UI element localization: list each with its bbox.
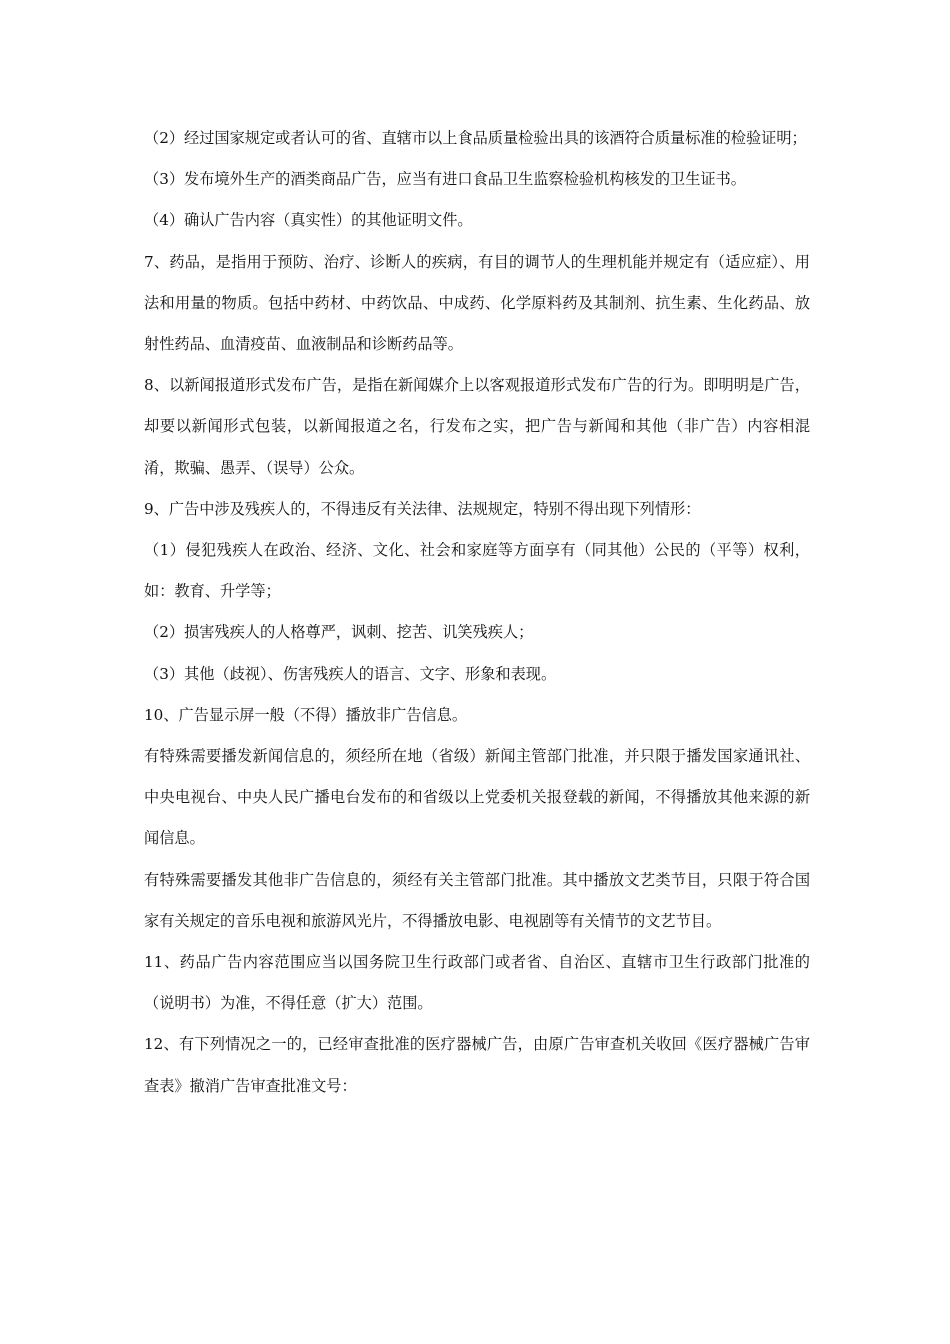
paragraph-11-drug-ad-scope: 11、药品广告内容范围应当以国务院卫生行政部门或者省、自治区、直辖市卫生行政部门批准的（说明书）为准，不得任意（扩大）范围。 — [144, 953, 810, 1013]
paragraph-9-disabled-persons: 9、广告中涉及残疾人的，不得违反有关法律、法规规定，特别不得出现下列情形： — [144, 499, 701, 518]
paragraph-10-news-information: 有特殊需要播发新闻信息的，须经所在地（省级）新闻主管部门批准，并只限于播发国家通讯社、中央电视台、中央人民广播电台发布的和省级以上党委机关报登载的新闻，不得播放其他来源的新闻信息。 — [144, 747, 810, 848]
paragraph-authenticity-documents: （4）确认广告内容（真实性）的其他证明文件。 — [144, 211, 473, 230]
paragraph-12-medical-device-ad: 12、有下列情况之一的，已经审查批准的医疗器械广告，由原广告审查机关收回《医疗器械广告审查表》撤消广告审查批准文号： — [144, 1035, 810, 1095]
paragraph-9-item-1: （1）侵犯残疾人在政治、经济、文化、社会和家庭等方面享有（同其他）公民的（平等）权利，如：教育、升学等； — [144, 541, 810, 601]
paragraph-9-item-3: （3）其他（歧视）、伤害残疾人的语言、文字、形象和表现。 — [144, 664, 557, 683]
paragraph-10-display-screen: 10、广告显示屏一般（不得）播放非广告信息。 — [144, 705, 468, 724]
paragraph-7-drug-definition: 7、药品，是指用于预防、治疗、诊断人的疾病，有目的调节人的生理机能并规定有（适应症）、用法和用量的物质。包括中药材、中药饮品、中成药、化学原料药及其制剂、抗生素、生化药品、放射性药品、血清疫苗、血液制品和诊断药品等。 — [144, 252, 810, 354]
paragraph-imported-liquor-health-certificate: （3）发布境外生产的酒类商品广告，应当有进口食品卫生监察检验机构核发的卫生证书。 — [144, 170, 746, 189]
paragraph-8-news-report-advertising: 8、以新闻报道形式发布广告，是指在新闻媒介上以客观报道形式发布广告的行为。即明明是广告，却要以新闻形式包装，以新闻报道之名，行发布之实，把广告与新闻和其他（非广告）内容相混淆，欺骗、愚弄、（误导）公众。 — [144, 376, 810, 477]
paragraph-liquor-quality-certificate: （2）经过国家规定或者认可的省、直辖市以上食品质量检验出具的该酒符合质量标准的检验证明； — [144, 129, 807, 147]
paragraph-9-item-2: （2）损害残疾人的人格尊严，讽刺、挖苦、讥笑残疾人； — [144, 623, 534, 642]
document-body — [144, 118, 810, 1107]
paragraph-10-other-information: 有特殊需要播发其他非广告信息的，须经有关主管部门批准。其中播放文艺类节目，只限于符合国家有关规定的音乐电视和旅游风光片，不得播放电影、电视剧等有关情节的文艺节目。 — [144, 870, 810, 930]
